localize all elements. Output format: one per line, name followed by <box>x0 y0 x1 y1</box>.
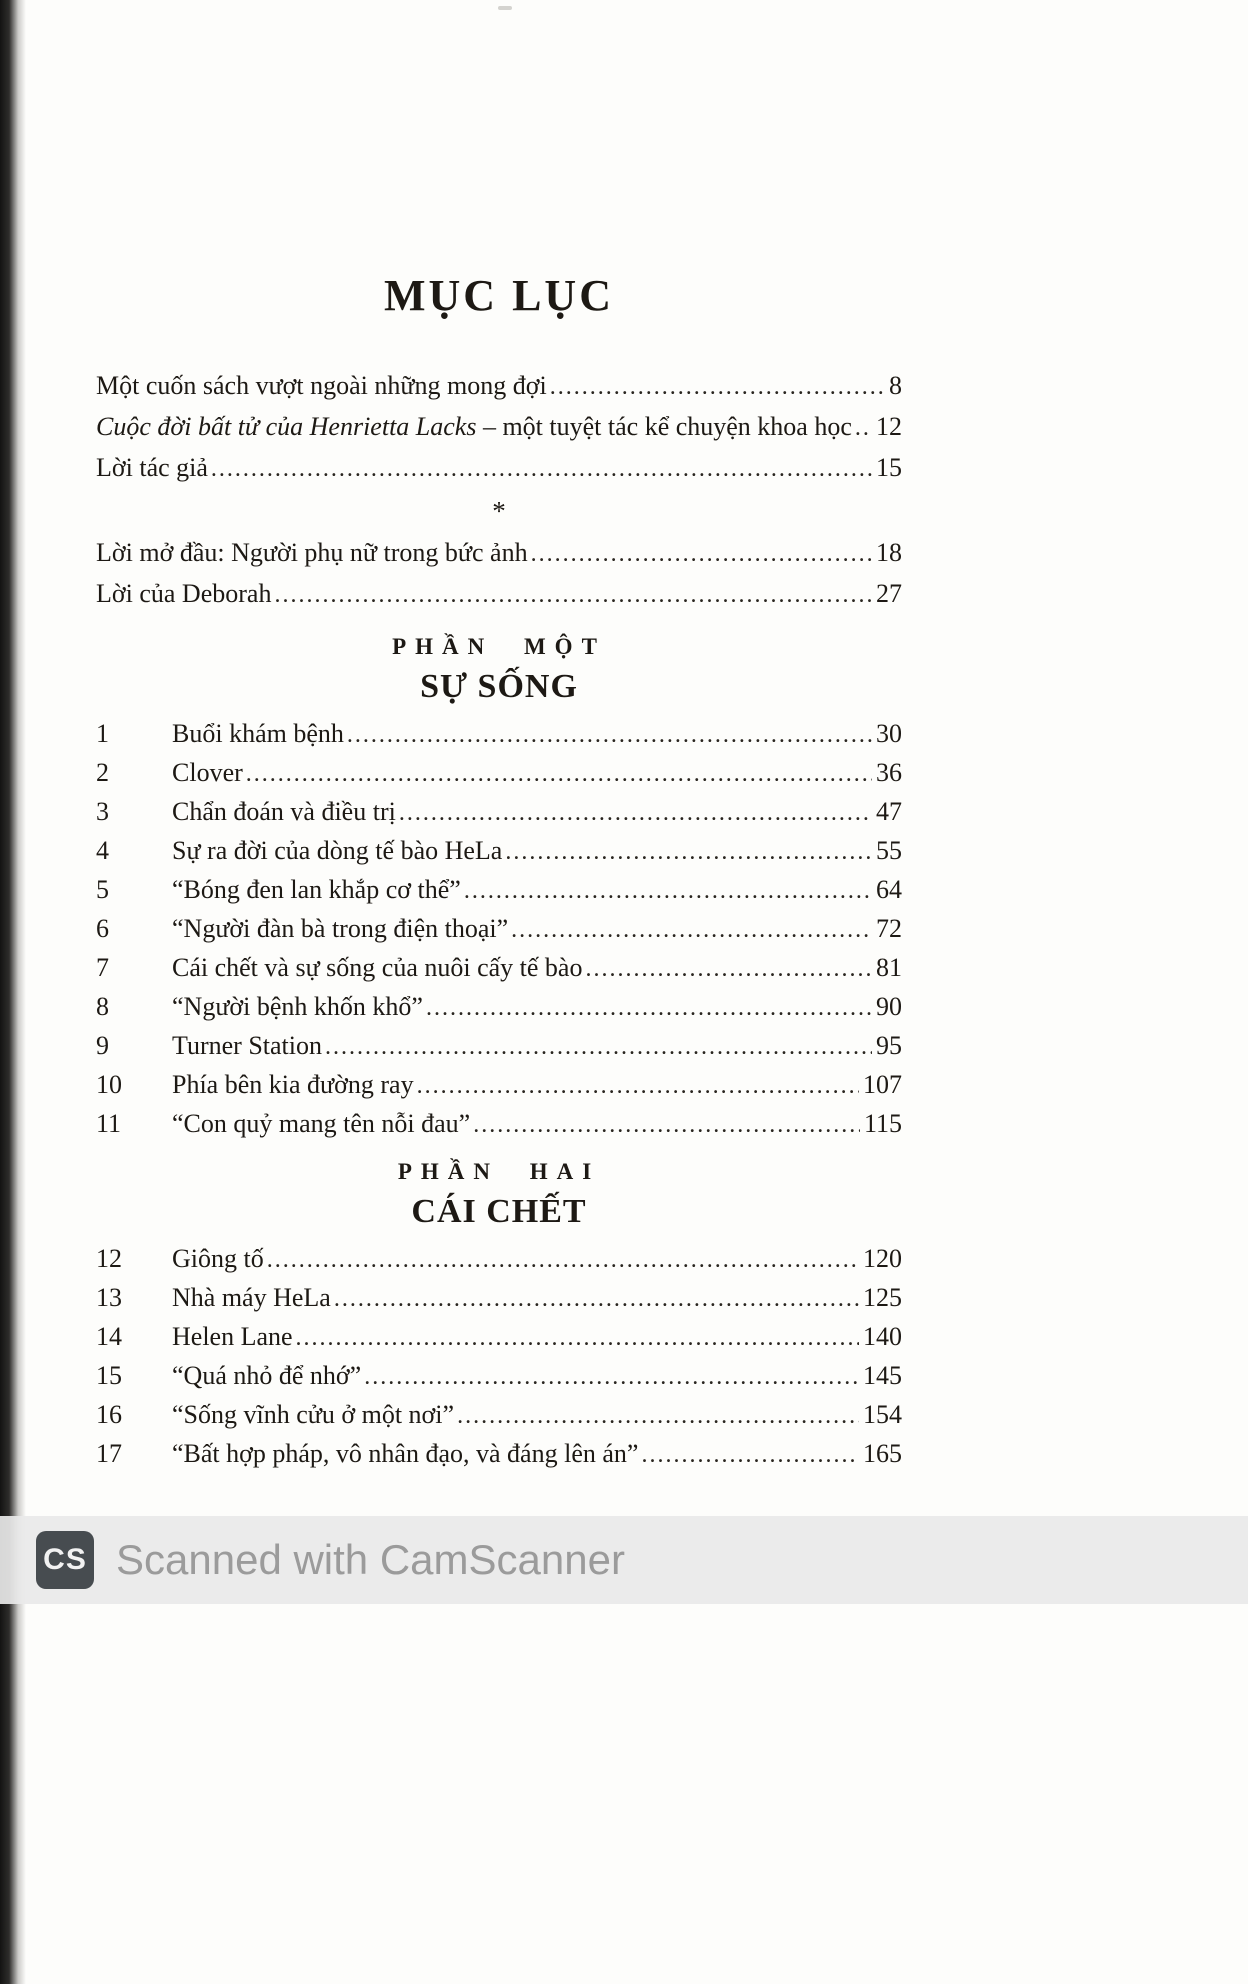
dot-leader <box>334 1280 859 1318</box>
part-two <box>96 1154 902 1474</box>
part-kicker: PHẦN HAI <box>397 1159 601 1184</box>
toc-chapter <box>96 1318 902 1357</box>
chapter-label: “Người bệnh khốn khổ” <box>172 992 423 1021</box>
toc-chapter <box>96 988 902 1027</box>
toc-chapter <box>96 871 902 910</box>
chapter-label: Helen Lane <box>172 1322 293 1351</box>
toc-entry-page: 12 <box>876 412 902 441</box>
chapter-label: Cái chết và sự sống của nuôi cấy tế bào <box>172 953 583 982</box>
toc-entry <box>96 366 902 407</box>
chapter-page: 64 <box>876 875 902 904</box>
chapter-page: 154 <box>863 1400 902 1429</box>
toc-entry-label-italic: Cuộc đời bất tử của Henrietta Lacks <box>96 412 477 441</box>
chapter-list <box>96 715 902 1144</box>
chapter-number: 10 <box>96 1070 122 1099</box>
dot-leader <box>511 911 872 949</box>
chapter-page: 72 <box>876 914 902 943</box>
chapter-label: “Quá nhỏ để nhớ” <box>172 1361 362 1390</box>
chapter-number: 4 <box>96 836 109 865</box>
dot-leader <box>457 1397 859 1435</box>
toc-entry-page: 27 <box>876 579 902 608</box>
chapter-number: 11 <box>96 1109 122 1138</box>
toc-chapter <box>96 1279 902 1318</box>
toc-entry <box>96 533 902 574</box>
toc-entry-label-text: Lời của Deborah <box>96 579 272 608</box>
toc-chapter <box>96 832 902 871</box>
toc-entry-label <box>96 533 528 573</box>
chapter-number: 7 <box>96 953 109 982</box>
front-matter <box>96 366 902 615</box>
dot-leader <box>364 1358 859 1396</box>
camscanner-text: Scanned with CamScanner <box>116 1536 625 1583</box>
chapter-label: Chẩn đoán và điều trị <box>172 797 396 826</box>
page-title: MỤC LỤC <box>384 271 614 320</box>
toc-entry-page: 15 <box>876 453 902 482</box>
chapter-label: “Người đàn bà trong điện thoại” <box>172 914 509 943</box>
dot-leader <box>641 1436 859 1474</box>
chapter-label: Nhà máy HeLa <box>172 1283 331 1312</box>
chapter-page: 120 <box>863 1244 902 1273</box>
chapter-page: 140 <box>863 1322 902 1351</box>
toc-chapter <box>96 1066 902 1105</box>
chapter-page: 95 <box>876 1031 902 1060</box>
toc-chapter <box>96 715 902 754</box>
chapter-page: 145 <box>863 1361 902 1390</box>
chapter-number: 2 <box>96 758 109 787</box>
chapter-label: Buổi khám bệnh <box>172 719 344 748</box>
chapter-label: “Bất hợp pháp, vô nhân đạo, và đáng lên án” <box>172 1439 639 1468</box>
toc-chapter <box>96 1435 902 1474</box>
chapter-page: 30 <box>876 719 902 748</box>
dot-leader <box>296 1319 859 1357</box>
chapter-label: Clover <box>172 758 243 787</box>
chapter-number: 15 <box>96 1361 122 1390</box>
toc-entry <box>96 574 902 615</box>
toc-entry-label-text: Lời tác giả <box>96 453 208 482</box>
dot-leader <box>426 989 872 1027</box>
toc-entry-page: 18 <box>876 538 902 567</box>
dot-leader <box>550 367 885 407</box>
dot-leader <box>211 449 872 489</box>
dot-leader <box>274 575 872 615</box>
chapter-page: 107 <box>863 1070 902 1099</box>
toc-chapter <box>96 1357 902 1396</box>
chapter-page: 125 <box>863 1283 902 1312</box>
toc-entry-label-text: Lời mở đầu: Người phụ nữ trong bức ảnh <box>96 538 528 567</box>
dot-leader <box>417 1067 859 1105</box>
toc-entry-label <box>96 448 208 488</box>
camscanner-logo-icon: CS <box>36 1531 94 1589</box>
toc-entry <box>96 448 902 489</box>
toc-chapter <box>96 793 902 832</box>
part-one <box>96 629 902 1144</box>
chapter-page: 90 <box>876 992 902 1021</box>
table-of-contents <box>96 272 902 1474</box>
camscanner-watermark <box>0 1516 1248 1604</box>
dot-leader <box>505 833 872 871</box>
dot-leader <box>473 1106 860 1144</box>
toc-entry-label-text: Một cuốn sách vượt ngoài những mong đợi <box>96 371 547 400</box>
toc-chapter <box>96 910 902 949</box>
dot-leader <box>246 755 872 793</box>
part-title: CÁI CHẾT <box>411 1193 587 1230</box>
chapter-page: 47 <box>876 797 902 826</box>
scan-edge-shadow <box>0 0 26 1984</box>
chapter-number: 9 <box>96 1031 109 1060</box>
dot-leader <box>585 950 872 988</box>
chapter-number: 3 <box>96 797 109 826</box>
chapter-page: 115 <box>863 1109 902 1138</box>
chapter-page: 165 <box>863 1439 902 1468</box>
chapter-number: 1 <box>96 719 109 748</box>
section-separator: * <box>492 496 506 526</box>
part-title: SỰ SỐNG <box>420 668 578 705</box>
toc-entry-page: 8 <box>889 371 902 400</box>
chapter-label: “Sống vĩnh cửu ở một nơi” <box>172 1400 455 1429</box>
toc-chapter <box>96 1027 902 1066</box>
chapter-label: Turner Station <box>172 1031 322 1060</box>
toc-chapter <box>96 949 902 988</box>
chapter-page: 55 <box>876 836 902 865</box>
chapter-number: 12 <box>96 1244 122 1273</box>
chapter-number: 5 <box>96 875 109 904</box>
dot-leader <box>267 1241 859 1279</box>
toc-entry-label-text: – một tuyệt tác kể chuyện khoa học <box>476 412 852 441</box>
chapter-list <box>96 1240 902 1474</box>
chapter-page: 36 <box>876 758 902 787</box>
toc-entry-label <box>96 574 271 614</box>
chapter-label: Giông tố <box>172 1244 264 1273</box>
dot-leader <box>347 716 872 754</box>
chapter-page: 81 <box>876 953 902 982</box>
dot-leader <box>399 794 872 832</box>
toc-entry-label <box>96 366 547 406</box>
chapter-label: Phía bên kia đường ray <box>172 1070 414 1099</box>
chapter-number: 14 <box>96 1322 122 1351</box>
toc-entry <box>96 407 902 448</box>
toc-chapter <box>96 754 902 793</box>
chapter-number: 16 <box>96 1400 122 1429</box>
part-kicker: PHẦN MỘT <box>392 634 606 659</box>
scan-artifact <box>498 6 512 10</box>
chapter-number: 13 <box>96 1283 122 1312</box>
chapter-number: 17 <box>96 1439 122 1468</box>
dot-leader <box>325 1028 872 1066</box>
toc-chapter <box>96 1240 902 1279</box>
chapter-number: 8 <box>96 992 109 1021</box>
toc-entry-label <box>96 407 852 447</box>
dot-leader <box>855 408 872 448</box>
chapter-label: Sự ra đời của dòng tế bào HeLa <box>172 836 503 865</box>
toc-chapter <box>96 1105 902 1144</box>
chapter-number: 6 <box>96 914 109 943</box>
dot-leader <box>464 872 872 910</box>
chapter-label: “Bóng đen lan khắp cơ thể” <box>172 875 461 904</box>
chapter-label: “Con quỷ mang tên nỗi đau” <box>172 1109 471 1138</box>
dot-leader <box>531 534 872 574</box>
toc-chapter <box>96 1396 902 1435</box>
